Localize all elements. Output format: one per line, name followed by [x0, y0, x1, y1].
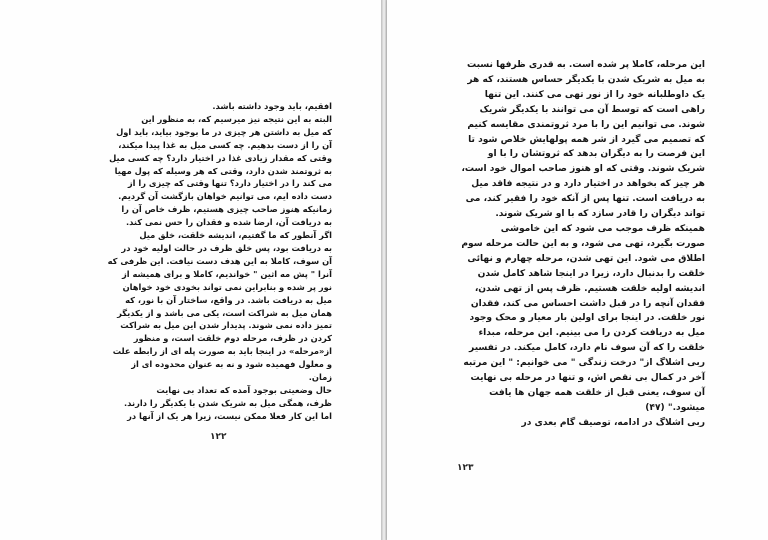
right-page [387, 0, 768, 540]
left-page [0, 0, 381, 540]
right-page-number: ۱۲۳ [457, 463, 474, 473]
right-page-body: این مرحله، کاملا پر شده است. به قدری ظرفها نسبت به میل به شریک شدن با یکدیگر حساس هستند، که هر یک داوطلبانه خود را از نور تهی می کنند. این تنها راهی است که توسط آن می توانند با یکدیگر شریک شوند. می توانیم این را با مرد ثروتمندی مقایسه کنیم که تصمیم می گیرد از شر همه پولهایش خلاص شود تا این فرصت را به دیگران بدهد که ثروتشان را با او شریک شوند. وقتی که او هنوز صاحب اموال خود است، هر چیز که بخواهد در اختیار دارد و در نتیجه فاقد میل به دریافت است. تنها پس از آنکه خود را فقیر کند، می تواند دیگران را قادر سازد که با او شریک شوند. همینکه ظرف موجب می شود که این خاموشی صورت بگیرد، تهی می شود، و به این حالت مرحله سوم اطلاق می شود. این تهی شدن، مرحله چهارم و نهائی خلقت را بدنبال دارد، زیرا در اینجا شاهد کامل شدن اندیشه اولیه خلقت هستیم. ظرف پس از تهی شدن، فقدان آنچه را در قبل داشت احساس می کند، فقدان نور خلقت. در اینجا برای اولین بار معیار و محک وجود میل به دریافت کردن را می بینیم. این مرحله، مبداء خلقت را که آن سوف نام دارد، کامل میکند. در تفسیر ربی اشلاگ از" درخت زندگی " می خوانیم: " این مرتبه آخر در کمال بی نقص اش، و تنها در مرحله بی نهایت آن سوف، یعنی قبل از خلقت همه جهان ها یافت میشود." (۴۷) ربی اشلاگ در ادامه، توصیف گام بعدی در [461, 60, 705, 428]
left-page-body: افقیم، باید وجود داشته باشد. البته به این نتیجه نیز میرسیم که، به منظور این که میل به داشتن هر چیزی در ما بوجود بیاید، باید اول آن را از دست بدهیم. چه کسی میل به غذا پیدا میکند، وقتی که مقدار زیادی غذا در اختیار دارد؟ چه کسی میل به ثروتمند شدن دارد، وقتی که هر وسیله که پول مهیا می کند را در اختیار دارد؟ تنها وقتی که چیزی را از دست داده ایم، می توانیم خواهان بازگشت آن گردیم. زمانیکه هنوز صاحب چیزی هستیم، ظرف خاص آن را به دریافت آن، ارضا شده و فقدان را حس نمی کند. اگر آنطور که ما گفتیم، اندیشه خلقت، خلق میل به دریافت بود، پس خلق ظرف در حالت اولیه خود در آن سوف، کاملا به این هدف دست نیافت. این ظرفی که آنرا " پش مه اثین " خواندیم، کاملا و برای همیشه از نور پر شده و بنابراین نمی تواند بخودی خود خواهان میل به دریافت باشد. در واقع، ساختار آن با نور، که همان میل به شراکت است، یکی می باشد و از یکدیگر تمیز داده نمی شوند. پدیدار شدن این میل به شراکت کردن در ظرف، مرحله دوم خلقت است، و منظور از«مرحله» در اینجا باید به صورت پله ای از رابطه علت و معلول فهمیده شود و نه به عنوان محدوده ای از زمان. حال وضعیتی بوجود آمده که تعداد بی نهایت ظرف، همگی میل به شریک شدن با یکدیگر را دارند. اما این کار فعلا ممکن نیست، زیرا هر یک از آنها در [107, 101, 332, 421]
left-page-number: ۱۲۲ [210, 432, 227, 442]
